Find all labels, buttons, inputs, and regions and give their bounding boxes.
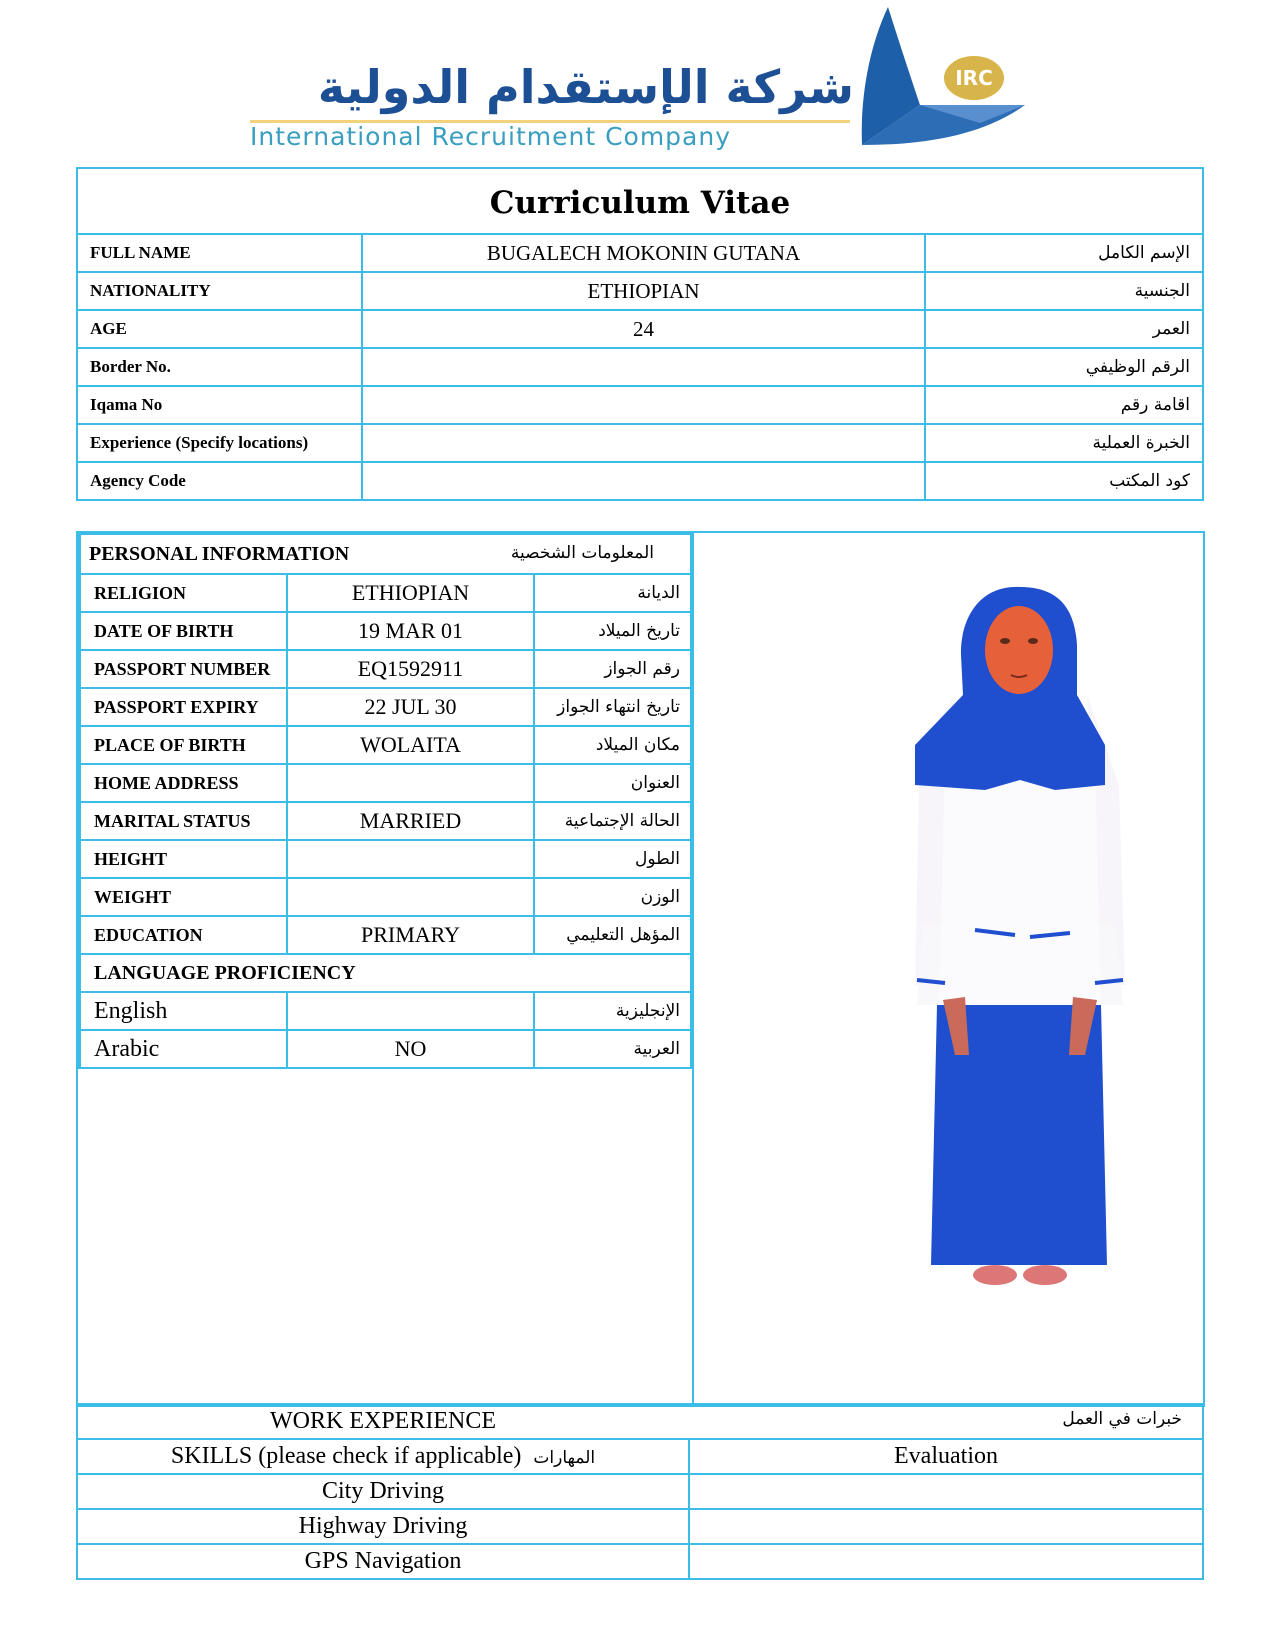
summary-arabic-label: العمر — [925, 310, 1203, 348]
summary-row — [77, 234, 1203, 272]
personal-value — [287, 878, 534, 916]
skills-header-arabic: المهارات — [533, 1448, 596, 1468]
summary-row — [77, 272, 1203, 310]
summary-value — [362, 386, 925, 424]
personal-value: MARRIED — [287, 802, 534, 840]
personal-row — [80, 916, 692, 954]
personal-value — [287, 764, 534, 802]
logo-arabic-name: شركة الإستقدام الدولية — [317, 60, 854, 114]
summary-arabic-label: كود المكتب — [925, 462, 1203, 500]
summary-row — [77, 310, 1203, 348]
personal-value: ETHIOPIAN — [287, 574, 534, 612]
summary-arabic-label: الخبرة العملية — [925, 424, 1203, 462]
personal-label: PASSPORT NUMBER — [80, 650, 288, 688]
language-level — [287, 992, 534, 1030]
skill-evaluation[interactable] — [689, 1544, 1203, 1579]
personal-label: HOME ADDRESS — [80, 764, 288, 802]
personal-arabic-label: الوزن — [534, 878, 691, 916]
language-name: Arabic — [80, 1030, 288, 1068]
personal-label: WEIGHT — [80, 878, 288, 916]
skill-name: GPS Navigation — [77, 1544, 689, 1579]
summary-row — [77, 462, 1203, 500]
language-row — [80, 1030, 692, 1068]
personal-info-header — [80, 534, 692, 575]
personal-label: EDUCATION — [80, 916, 288, 954]
personal-row — [80, 574, 692, 612]
summary-label: AGE — [77, 310, 362, 348]
summary-arabic-label: الجنسية — [925, 272, 1203, 310]
personal-arabic-label: الطول — [534, 840, 691, 878]
personal-row — [80, 726, 692, 764]
personal-arabic-label: تاريخ انتهاء الجواز — [534, 688, 691, 726]
personal-row — [80, 688, 692, 726]
skill-row — [77, 1544, 1203, 1579]
personal-info-title-arabic: المعلومات الشخصية — [510, 542, 654, 563]
skills-header — [77, 1439, 689, 1474]
language-level: NO — [287, 1030, 534, 1068]
personal-row — [80, 840, 692, 878]
personal-arabic-label: تاريخ الميلاد — [534, 612, 691, 650]
skill-name: Highway Driving — [77, 1509, 689, 1544]
personal-row — [80, 802, 692, 840]
language-arabic-name: الإنجليزية — [534, 992, 691, 1030]
skills-table — [76, 1403, 1204, 1580]
summary-arabic-label: اقامة رقم — [925, 386, 1203, 424]
language-header: LANGUAGE PROFICIENCY — [80, 954, 692, 992]
summary-arabic-label: الرقم الوظيفي — [925, 348, 1203, 386]
summary-value — [362, 348, 925, 386]
personal-label: RELIGION — [80, 574, 288, 612]
logo-badge: IRC — [944, 56, 1004, 100]
logo-english-name: International Recruitment Company — [250, 122, 732, 151]
work-experience-arabic: خبرات في العمل — [1062, 1409, 1182, 1429]
summary-label: Border No. — [77, 348, 362, 386]
summary-value: ETHIOPIAN — [362, 272, 925, 310]
summary-arabic-label: الإسم الكامل — [925, 234, 1203, 272]
skill-name: City Driving — [77, 1474, 689, 1509]
summary-label: Agency Code — [77, 462, 362, 500]
work-experience-label: WORK EXPERIENCE — [270, 1408, 496, 1434]
personal-value: 22 JUL 30 — [287, 688, 534, 726]
personal-arabic-label: المؤهل التعليمي — [534, 916, 691, 954]
personal-row — [80, 764, 692, 802]
personal-info-title: PERSONAL INFORMATION — [89, 542, 350, 565]
skill-row — [77, 1509, 1203, 1544]
summary-value — [362, 462, 925, 500]
personal-row — [80, 612, 692, 650]
summary-value — [362, 424, 925, 462]
personal-value — [287, 840, 534, 878]
skill-row — [77, 1474, 1203, 1509]
personal-label: PLACE OF BIRTH — [80, 726, 288, 764]
personal-row — [80, 878, 692, 916]
summary-table — [76, 167, 1204, 501]
personal-value: 19 MAR 01 — [287, 612, 534, 650]
personal-value: PRIMARY — [287, 916, 534, 954]
skills-header-row — [77, 1439, 1203, 1474]
skills-header-label: SKILLS (please check if applicable) — [170, 1443, 522, 1469]
photo-divider — [692, 531, 694, 1403]
personal-label: DATE OF BIRTH — [80, 612, 288, 650]
personal-arabic-label: العنوان — [534, 764, 691, 802]
personal-arabic-label: الحالة الإجتماعية — [534, 802, 691, 840]
personal-row — [80, 650, 692, 688]
personal-arabic-label: رقم الجواز — [534, 650, 691, 688]
summary-label: NATIONALITY — [77, 272, 362, 310]
summary-row — [77, 348, 1203, 386]
summary-row — [77, 386, 1203, 424]
personal-arabic-label: الديانة — [534, 574, 691, 612]
language-arabic-name: العربية — [534, 1030, 691, 1068]
work-experience-row — [77, 1404, 1203, 1439]
personal-label: PASSPORT EXPIRY — [80, 688, 288, 726]
skill-evaluation[interactable] — [689, 1474, 1203, 1509]
personal-info-table — [78, 532, 692, 1069]
language-row — [80, 992, 692, 1030]
personal-label: MARITAL STATUS — [80, 802, 288, 840]
personal-value: EQ1592911 — [287, 650, 534, 688]
summary-row — [77, 424, 1203, 462]
summary-value: BUGALECH MOKONIN GUTANA — [362, 234, 925, 272]
personal-label: HEIGHT — [80, 840, 288, 878]
summary-label: Iqama No — [77, 386, 362, 424]
personal-value: WOLAITA — [287, 726, 534, 764]
document-title: Curriculum Vitae — [77, 168, 1203, 234]
skill-evaluation[interactable] — [689, 1509, 1203, 1544]
personal-arabic-label: مكان الميلاد — [534, 726, 691, 764]
summary-value: 24 — [362, 310, 925, 348]
summary-label: Experience (Specify locations) — [77, 424, 362, 462]
evaluation-header: Evaluation — [689, 1439, 1203, 1474]
summary-label: FULL NAME — [77, 234, 362, 272]
candidate-photo — [905, 585, 1135, 1325]
language-name: English — [80, 992, 288, 1030]
